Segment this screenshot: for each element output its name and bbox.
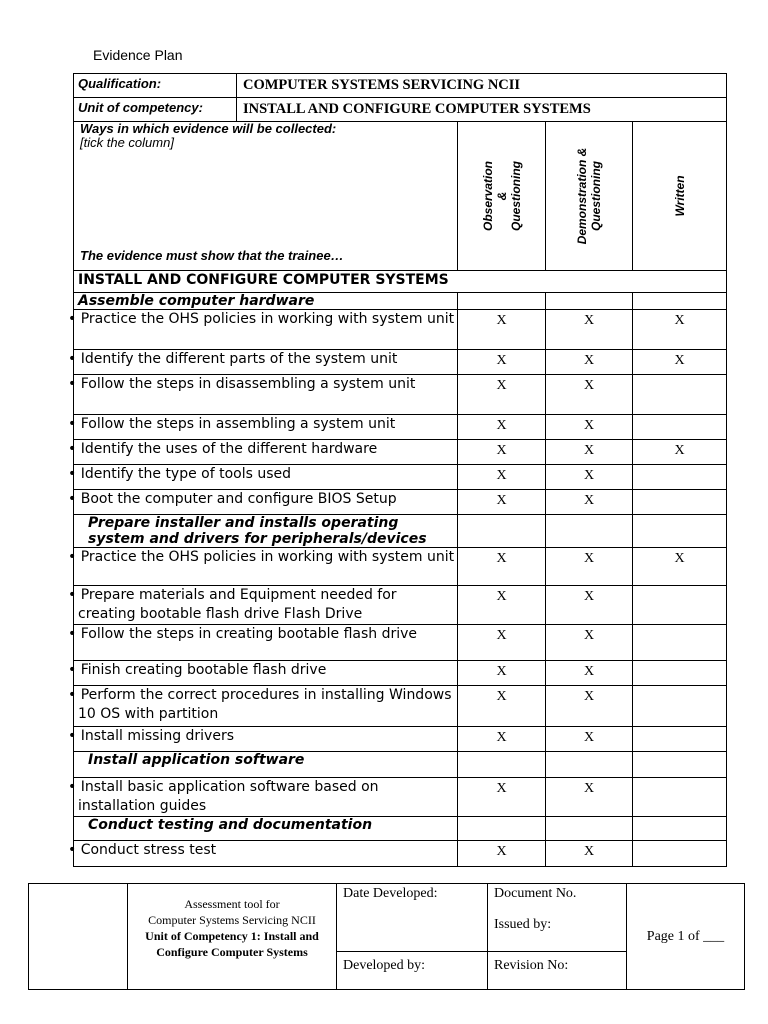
written-mark <box>633 375 727 415</box>
footer-document-no: Document No. <box>494 886 577 901</box>
criteria-row <box>74 841 727 867</box>
criteria-text: Conduct stress test <box>80 842 217 858</box>
observation-mark: X <box>458 686 546 727</box>
qualification-row <box>74 74 727 98</box>
demonstration-mark: X <box>546 440 633 465</box>
criteria-cell <box>68 727 458 752</box>
empty-mark-cell <box>633 293 727 310</box>
written-mark <box>633 415 727 440</box>
criteria-text: Identify the different parts of the system unit <box>80 351 398 367</box>
unit-row <box>74 98 727 122</box>
written-mark <box>633 778 727 817</box>
criteria-cell <box>68 375 458 415</box>
evidence-plan-table <box>68 73 727 867</box>
criteria-row <box>74 548 727 586</box>
subsection-title: Conduct testing and documentation <box>74 817 458 841</box>
criteria-cell <box>68 440 458 465</box>
criteria-cell <box>68 686 458 727</box>
observation-mark: X <box>458 350 546 375</box>
criteria-text: Follow the steps in assembling a system unit <box>80 416 396 432</box>
demonstration-mark: X <box>546 686 633 727</box>
footer-tool-line: Computer Systems Servicing NCII <box>148 913 316 927</box>
criteria-text: Identify the uses of the different hardware <box>80 441 378 457</box>
bullet-icon: • <box>68 842 81 858</box>
written-mark <box>633 490 727 515</box>
qualification-value: COMPUTER SYSTEMS SERVICING NCII <box>237 74 727 98</box>
column-header-demonstration <box>546 122 633 271</box>
observation-mark: X <box>458 375 546 415</box>
criteria-text: Install missing drivers <box>80 728 235 744</box>
demonstration-mark: X <box>546 490 633 515</box>
footer-date-developed: Date Developed: <box>337 884 488 952</box>
demonstration-mark: X <box>546 350 633 375</box>
observation-mark: X <box>458 586 546 625</box>
page-title: Evidence Plan <box>93 47 183 63</box>
subsection-title: Assemble computer hardware <box>74 293 458 310</box>
observation-mark: X <box>458 415 546 440</box>
footer-assessment-tool <box>128 884 337 990</box>
observation-mark: X <box>458 440 546 465</box>
criteria-row <box>74 586 727 625</box>
bullet-icon: • <box>68 416 81 432</box>
criteria-cell <box>68 661 458 686</box>
empty-mark-cell <box>458 752 546 778</box>
criteria-cell <box>68 841 458 867</box>
unit-value: INSTALL AND CONFIGURE COMPUTER SYSTEMS <box>237 98 727 122</box>
observation-mark: X <box>458 465 546 490</box>
criteria-cell <box>68 625 458 661</box>
criteria-text: Identify the type of tools used <box>80 466 292 482</box>
trainee-must-show-text: The evidence must show that the trainee… <box>80 248 344 263</box>
criteria-row <box>74 625 727 661</box>
empty-mark-cell <box>546 752 633 778</box>
written-mark <box>633 686 727 727</box>
footer-document-info <box>488 884 627 952</box>
demonstration-mark: X <box>546 375 633 415</box>
criteria-row <box>74 686 727 727</box>
bullet-icon: • <box>68 376 81 392</box>
criteria-row <box>74 661 727 686</box>
demonstration-mark: X <box>546 465 633 490</box>
column-header-written <box>633 122 727 271</box>
subsection-row <box>74 515 727 548</box>
empty-mark-cell <box>458 817 546 841</box>
column-header-line: & <box>494 191 509 201</box>
tick-column-text: [tick the column] <box>80 135 174 150</box>
criteria-row <box>74 440 727 465</box>
unit-label: Unit of competency: <box>74 98 237 122</box>
column-header-line: Written <box>672 175 687 217</box>
observation-mark: X <box>458 490 546 515</box>
criteria-row <box>74 350 727 375</box>
criteria-cell <box>68 490 458 515</box>
empty-mark-cell <box>546 293 633 310</box>
observation-mark: X <box>458 778 546 817</box>
bullet-icon: • <box>68 687 81 703</box>
criteria-row <box>74 490 727 515</box>
demonstration-mark: X <box>546 778 633 817</box>
footer-unit-of-competency: Unit of Competency 1: Install and Configure Computer Systems <box>145 929 319 959</box>
observation-mark: X <box>458 310 546 350</box>
footer-developed-by: Developed by: <box>337 952 488 990</box>
evidence-header-row <box>74 122 727 271</box>
footer-logo-cell <box>29 884 128 990</box>
written-mark <box>633 841 727 867</box>
written-mark: X <box>633 310 727 350</box>
criteria-row <box>74 310 727 350</box>
footer-page-number: Page 1 of ___ <box>627 884 745 990</box>
footer-issued-by: Issued by: <box>494 917 552 932</box>
demonstration-mark: X <box>546 548 633 586</box>
criteria-cell <box>68 778 458 817</box>
section-title: INSTALL AND CONFIGURE COMPUTER SYSTEMS <box>74 271 727 293</box>
bullet-icon: • <box>68 311 81 327</box>
criteria-row <box>74 727 727 752</box>
column-header-line: Demonstration & <box>575 147 589 245</box>
observation-mark: X <box>458 841 546 867</box>
written-mark <box>633 625 727 661</box>
criteria-cell <box>68 415 458 440</box>
subsection-row <box>74 752 727 778</box>
criteria-text: Practice the OHS policies in working with system unit <box>80 311 455 327</box>
document-footer <box>28 883 745 990</box>
observation-mark: X <box>458 625 546 661</box>
empty-mark-cell <box>546 515 633 548</box>
footer-revision-no: Revision No: <box>488 952 627 990</box>
bullet-icon: • <box>68 466 81 482</box>
column-header-line: Observation <box>480 160 495 232</box>
criteria-row <box>74 465 727 490</box>
bullet-icon: • <box>68 779 81 795</box>
column-header-line: Questioning <box>508 161 523 231</box>
empty-mark-cell <box>458 293 546 310</box>
criteria-row <box>74 415 727 440</box>
criteria-text: Boot the computer and configure BIOS Setup <box>80 491 397 507</box>
subsection-title: Install application software <box>74 752 458 778</box>
demonstration-mark: X <box>546 841 633 867</box>
criteria-cell <box>68 310 458 350</box>
written-mark <box>633 727 727 752</box>
criteria-cell <box>68 548 458 586</box>
evidence-intro-cell <box>74 122 458 271</box>
written-mark: X <box>633 350 727 375</box>
qualification-label: Qualification: <box>74 74 237 98</box>
criteria-cell <box>68 350 458 375</box>
empty-mark-cell <box>546 817 633 841</box>
demonstration-mark: X <box>546 310 633 350</box>
criteria-text: Finish creating bootable flash drive <box>80 662 327 678</box>
criteria-text: Install basic application software based on installation guides <box>78 779 379 814</box>
criteria-text: Follow the steps in disassembling a system unit <box>80 376 416 392</box>
criteria-cell <box>68 586 458 625</box>
bullet-icon: • <box>68 587 81 603</box>
demonstration-mark: X <box>546 625 633 661</box>
criteria-text: Perform the correct procedures in installing Windows 10 OS with partition <box>78 687 452 722</box>
demonstration-mark: X <box>546 727 633 752</box>
written-mark <box>633 661 727 686</box>
written-mark: X <box>633 440 727 465</box>
empty-mark-cell <box>633 817 727 841</box>
bullet-icon: • <box>68 549 81 565</box>
ways-collected-text: Ways in which evidence will be collected: <box>80 121 337 136</box>
criteria-text: Prepare materials and Equipment needed for creating bootable flash drive Flash Drive <box>78 587 397 622</box>
empty-mark-cell <box>458 515 546 548</box>
bullet-icon: • <box>68 351 81 367</box>
criteria-row <box>74 375 727 415</box>
column-header-observation <box>458 122 546 271</box>
observation-mark: X <box>458 727 546 752</box>
observation-mark: X <box>458 661 546 686</box>
subsection-row <box>74 293 727 310</box>
criteria-text: Follow the steps in creating bootable flash drive <box>80 626 418 642</box>
bullet-icon: • <box>68 626 81 642</box>
demonstration-mark: X <box>546 415 633 440</box>
demonstration-mark: X <box>546 661 633 686</box>
section-title-row <box>74 271 727 293</box>
bullet-icon: • <box>68 728 81 744</box>
written-mark <box>633 586 727 625</box>
bullet-icon: • <box>68 662 81 678</box>
criteria-cell <box>68 465 458 490</box>
column-header-line: Questioning <box>589 161 603 231</box>
empty-mark-cell <box>633 752 727 778</box>
footer-tool-line: Assessment tool for <box>184 897 280 911</box>
subsection-title: Prepare installer and installs operating system and drivers for peripherals/devices <box>74 515 458 548</box>
observation-mark: X <box>458 548 546 586</box>
written-mark: X <box>633 548 727 586</box>
criteria-row <box>74 778 727 817</box>
bullet-icon: • <box>68 441 81 457</box>
written-mark <box>633 465 727 490</box>
criteria-text: Practice the OHS policies in working with system unit <box>80 549 455 565</box>
empty-mark-cell <box>633 515 727 548</box>
demonstration-mark: X <box>546 586 633 625</box>
bullet-icon: • <box>68 491 81 507</box>
subsection-row <box>74 817 727 841</box>
